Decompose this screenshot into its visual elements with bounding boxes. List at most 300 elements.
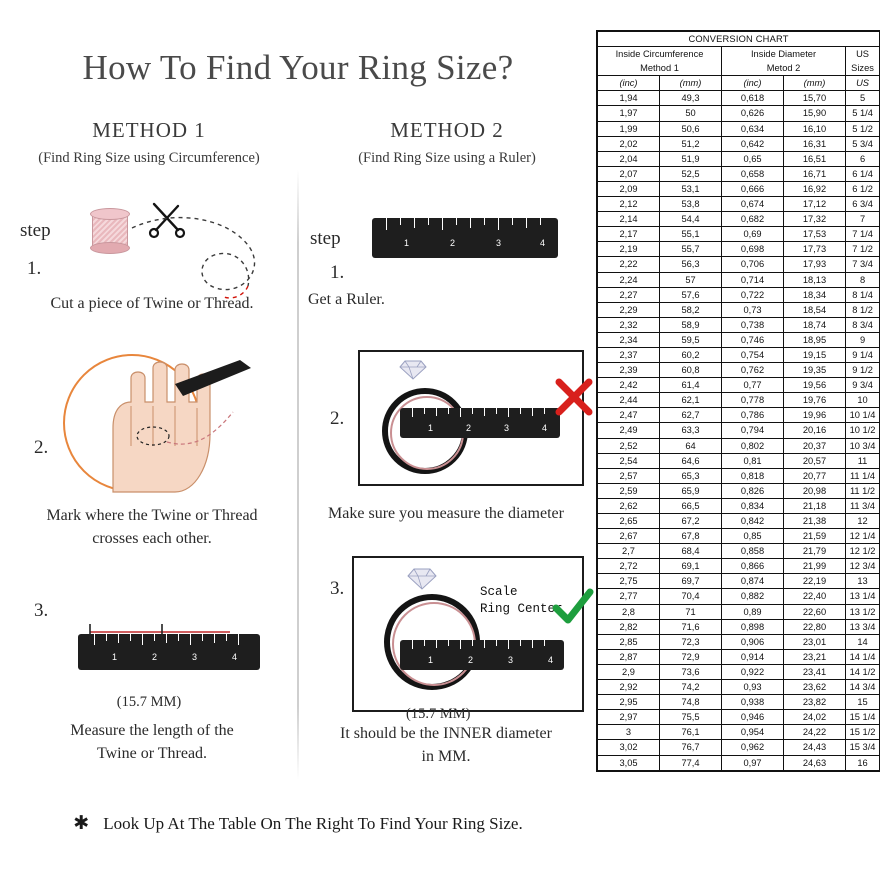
table-cell: 0,786 — [722, 408, 784, 423]
method-2-step-3-caption-text: It should be the INNER diameter in MM. — [340, 725, 552, 766]
table-cell: 60,8 — [660, 363, 722, 378]
table-cell: 49,3 — [660, 91, 722, 106]
table-cell: 10 3/4 — [846, 438, 880, 453]
table-cell: 2,97 — [598, 710, 660, 725]
table-cell: 9 1/4 — [846, 347, 880, 362]
table-cell: 2,59 — [598, 483, 660, 498]
table-cell: 0,626 — [722, 106, 784, 121]
table-cell: 15 1/2 — [846, 725, 880, 740]
table-cell: 53,1 — [660, 181, 722, 196]
table-cell: 0,618 — [722, 91, 784, 106]
table-cell: 2,09 — [598, 181, 660, 196]
ring-diameter-correct-card — [352, 556, 584, 712]
table-cell: 2,82 — [598, 619, 660, 634]
table-cell: 54,4 — [660, 212, 722, 227]
table-cell: 2,07 — [598, 166, 660, 181]
table-row — [598, 257, 880, 272]
table-cell: 10 1/4 — [846, 408, 880, 423]
ruler-illustration-step1 — [372, 218, 558, 258]
table-cell: 13 — [846, 574, 880, 589]
table-cell: 69,1 — [660, 559, 722, 574]
table-cell: 62,7 — [660, 408, 722, 423]
table-cell: 5 3/4 — [846, 136, 880, 151]
table-cell: 7 1/2 — [846, 242, 880, 257]
table-cell: 23,41 — [784, 664, 846, 679]
table-cell: 20,57 — [784, 453, 846, 468]
table-cell: 74,8 — [660, 695, 722, 710]
table-cell: 23,62 — [784, 680, 846, 695]
table-cell: 19,15 — [784, 347, 846, 362]
table-cell: 2,17 — [598, 227, 660, 242]
table-cell: 0,97 — [722, 755, 784, 770]
method-1-step-3-number: 3. — [34, 600, 49, 621]
table-row — [598, 106, 880, 121]
table-cell: 19,56 — [784, 378, 846, 393]
chart-title: CONVERSION CHART — [598, 32, 880, 47]
table-cell: 0,826 — [722, 483, 784, 498]
unit-inc-2: (inc) — [722, 76, 784, 91]
table-cell: 21,18 — [784, 498, 846, 513]
table-cell: 10 — [846, 393, 880, 408]
table-cell: 0,922 — [722, 664, 784, 679]
ruler-step1-num-1: 1 — [404, 238, 410, 248]
table-cell: 1,99 — [598, 121, 660, 136]
table-cell: 11 — [846, 453, 880, 468]
table-cell: 52,5 — [660, 166, 722, 181]
table-cell: 16,31 — [784, 136, 846, 151]
table-cell: 13 3/4 — [846, 619, 880, 634]
conversion-table-body — [598, 91, 880, 770]
table-cell: 21,38 — [784, 514, 846, 529]
table-cell: 12 1/2 — [846, 544, 880, 559]
conversion-chart — [596, 30, 880, 772]
table-cell: 2,19 — [598, 242, 660, 257]
table-row — [598, 574, 880, 589]
table-cell: 6 3/4 — [846, 197, 880, 212]
table-cell: 2,62 — [598, 498, 660, 513]
table-cell: 11 1/4 — [846, 468, 880, 483]
table-cell: 0,906 — [722, 634, 784, 649]
table-cell: 10 1/2 — [846, 423, 880, 438]
unit-mm-2: (mm) — [784, 76, 846, 91]
table-cell: 0,762 — [722, 363, 784, 378]
table-cell: 8 3/4 — [846, 317, 880, 332]
table-cell: 0,834 — [722, 498, 784, 513]
table-row — [598, 695, 880, 710]
table-cell: 2,47 — [598, 408, 660, 423]
method-2-step-1-number: 1. — [330, 262, 345, 283]
table-cell: 7 — [846, 212, 880, 227]
scale-ring-center-label: Scale Ring Center — [480, 585, 563, 616]
table-row — [598, 438, 880, 453]
table-row — [598, 181, 880, 196]
table-row — [598, 680, 880, 695]
table-cell: 18,95 — [784, 332, 846, 347]
table-cell: 50,6 — [660, 121, 722, 136]
table-cell: 16,92 — [784, 181, 846, 196]
table-row — [598, 529, 880, 544]
table-row — [598, 166, 880, 181]
table-cell: 22,40 — [784, 589, 846, 604]
table-cell: 0,666 — [722, 181, 784, 196]
table-row — [598, 212, 880, 227]
table-cell: 2,54 — [598, 453, 660, 468]
table-cell: 2,14 — [598, 212, 660, 227]
table-cell: 12 1/4 — [846, 529, 880, 544]
table-cell: 67,2 — [660, 514, 722, 529]
table-cell: 0,954 — [722, 725, 784, 740]
ruler-illustration-step3 — [400, 640, 564, 670]
thread-path-illustration — [120, 200, 295, 305]
table-cell: 0,754 — [722, 347, 784, 362]
ruler-illustration-step2 — [400, 408, 560, 438]
table-cell: 0,858 — [722, 544, 784, 559]
table-cell: 2,92 — [598, 680, 660, 695]
table-row — [598, 634, 880, 649]
table-cell: 13 1/2 — [846, 604, 880, 619]
table-cell: 0,85 — [722, 529, 784, 544]
table-cell: 0,658 — [722, 166, 784, 181]
table-cell: 67,8 — [660, 529, 722, 544]
table-cell: 16,51 — [784, 151, 846, 166]
table-cell: 2,75 — [598, 574, 660, 589]
table-cell: 22,19 — [784, 574, 846, 589]
method-2-step-3-note: (15.7 MM) — [406, 706, 471, 722]
table-cell: 5 1/2 — [846, 121, 880, 136]
table-cell: 76,7 — [660, 740, 722, 755]
table-cell: 75,5 — [660, 710, 722, 725]
ruler-step2-num-2: 2 — [466, 423, 472, 433]
method-2-step-word: step — [310, 228, 341, 249]
table-cell: 60,2 — [660, 347, 722, 362]
table-cell: 0,746 — [722, 332, 784, 347]
table-cell: 0,866 — [722, 559, 784, 574]
table-cell: 0,65 — [722, 151, 784, 166]
table-cell: 24,43 — [784, 740, 846, 755]
method-1-section — [0, 118, 298, 167]
table-cell: 16 — [846, 755, 880, 770]
table-row — [598, 302, 880, 317]
table-cell: 14 3/4 — [846, 680, 880, 695]
table-cell: 17,73 — [784, 242, 846, 257]
method-1-step-3-note: (15.7 MM) — [116, 694, 182, 710]
table-cell: 0,642 — [722, 136, 784, 151]
table-cell: 9 3/4 — [846, 378, 880, 393]
table-row — [598, 121, 880, 136]
table-cell: 77,4 — [660, 755, 722, 770]
table-cell: 0,898 — [722, 619, 784, 634]
table-row — [598, 498, 880, 513]
table-cell: 15,90 — [784, 106, 846, 121]
table-cell: 2,42 — [598, 378, 660, 393]
table-cell: 12 3/4 — [846, 559, 880, 574]
table-cell: 65,3 — [660, 468, 722, 483]
table-cell: 24,22 — [784, 725, 846, 740]
table-row — [598, 755, 880, 770]
table-cell: 63,3 — [660, 423, 722, 438]
asterisk-icon: ✱ — [73, 813, 90, 834]
table-row — [598, 317, 880, 332]
table-cell: 0,938 — [722, 695, 784, 710]
hand-illustration — [55, 350, 275, 495]
vertical-divider — [297, 170, 299, 780]
method-2-step-3-caption — [300, 722, 592, 768]
table-cell: 16,10 — [784, 121, 846, 136]
table-cell: 0,674 — [722, 197, 784, 212]
table-cell: 0,738 — [722, 317, 784, 332]
ruler-step3-num-1: 1 — [428, 655, 434, 665]
table-cell: 2,44 — [598, 393, 660, 408]
table-cell: 3 — [598, 725, 660, 740]
method-2-step-3-number: 3. — [330, 578, 345, 599]
table-cell: 2,87 — [598, 649, 660, 664]
table-title-row — [598, 32, 880, 47]
table-row — [598, 559, 880, 574]
table-cell: 53,8 — [660, 197, 722, 212]
method-1-step-2-caption-text: Mark where the Twine or Thread crosses each other. — [46, 507, 258, 548]
method-1-step-1-number: 1. — [27, 258, 42, 279]
ruler-step3-num-3: 3 — [508, 655, 514, 665]
method-2-heading: METHOD 2 — [390, 118, 504, 142]
table-cell: 2,85 — [598, 634, 660, 649]
table-cell: 64,6 — [660, 453, 722, 468]
table-cell: 0,69 — [722, 227, 784, 242]
unit-mm-1: (mm) — [660, 76, 722, 91]
table-cell: 55,1 — [660, 227, 722, 242]
table-cell: 2,77 — [598, 589, 660, 604]
table-cell: 18,54 — [784, 302, 846, 317]
ruler-step3-num-2: 2 — [468, 655, 474, 665]
method-1-step-1-caption: Cut a piece of Twine or Thread. — [50, 295, 254, 312]
table-row — [598, 151, 880, 166]
method-2-subheading: (Find Ring Size using a Ruler) — [358, 150, 536, 166]
table-cell: 19,76 — [784, 393, 846, 408]
table-cell: 51,9 — [660, 151, 722, 166]
table-cell: 0,882 — [722, 589, 784, 604]
table-cell: 20,77 — [784, 468, 846, 483]
unit-inc-1: (inc) — [598, 76, 660, 91]
table-row — [598, 710, 880, 725]
table-cell: 2,9 — [598, 664, 660, 679]
table-row — [598, 468, 880, 483]
table-cell: 12 — [846, 514, 880, 529]
page-title: How To Find Your Ring Size? — [82, 48, 514, 87]
table-cell: 8 1/2 — [846, 302, 880, 317]
ruler-step2-num-4: 4 — [542, 423, 548, 433]
table-cell: 17,93 — [784, 257, 846, 272]
table-cell: 2,67 — [598, 529, 660, 544]
table-cell: 19,35 — [784, 363, 846, 378]
table-cell: 2,04 — [598, 151, 660, 166]
table-cell: 1,97 — [598, 106, 660, 121]
table-cell: 15 1/4 — [846, 710, 880, 725]
table-cell: 0,874 — [722, 574, 784, 589]
table-cell: 2,57 — [598, 468, 660, 483]
ring-diameter-wrong-card — [358, 350, 584, 486]
table-row — [598, 287, 880, 302]
table-cell: 16,71 — [784, 166, 846, 181]
table-row — [598, 408, 880, 423]
table-cell: 2,37 — [598, 347, 660, 362]
table-cell: 11 3/4 — [846, 498, 880, 513]
method-2-step-2-number: 2. — [330, 408, 345, 429]
table-row — [598, 544, 880, 559]
table-cell: 0,962 — [722, 740, 784, 755]
cross-mark-icon — [552, 374, 596, 420]
table-row — [598, 649, 880, 664]
table-cell: 0,714 — [722, 272, 784, 287]
table-row — [598, 483, 880, 498]
table-cell: 17,12 — [784, 197, 846, 212]
table-cell: 0,73 — [722, 302, 784, 317]
conversion-table — [597, 31, 880, 771]
ruler-step1-num-4: 4 — [540, 238, 546, 248]
table-row — [598, 227, 880, 242]
table-cell: 0,722 — [722, 287, 784, 302]
table-cell: 2,39 — [598, 363, 660, 378]
table-cell: 2,72 — [598, 559, 660, 574]
method-1-heading: METHOD 1 — [92, 118, 206, 142]
thread-measure-line — [80, 620, 258, 640]
table-cell: 0,802 — [722, 438, 784, 453]
table-cell: 3,02 — [598, 740, 660, 755]
table-cell: 7 3/4 — [846, 257, 880, 272]
table-cell: 20,37 — [784, 438, 846, 453]
table-cell: 2,27 — [598, 287, 660, 302]
table-cell: 74,2 — [660, 680, 722, 695]
table-row — [598, 589, 880, 604]
table-cell: 0,842 — [722, 514, 784, 529]
method-2-step-2-caption: Make sure you measure the diameter — [328, 505, 564, 522]
table-cell: 0,914 — [722, 649, 784, 664]
table-cell: 0,682 — [722, 212, 784, 227]
method-1-step-3-caption-text: Measure the length of the Twine or Thread. — [70, 722, 234, 763]
table-cell: 58,2 — [660, 302, 722, 317]
table-cell: 15 3/4 — [846, 740, 880, 755]
table-cell: 2,49 — [598, 423, 660, 438]
table-cell: 0,794 — [722, 423, 784, 438]
table-cell: 22,60 — [784, 604, 846, 619]
table-cell: 55,7 — [660, 242, 722, 257]
table-cell: 6 1/2 — [846, 181, 880, 196]
table-cell: 68,4 — [660, 544, 722, 559]
table-cell: 2,29 — [598, 302, 660, 317]
table-row — [598, 664, 880, 679]
table-row — [598, 242, 880, 257]
method-1-subheading: (Find Ring Size using Circumference) — [38, 150, 260, 166]
table-cell: 14 1/2 — [846, 664, 880, 679]
table-row — [598, 514, 880, 529]
table-cell: 18,74 — [784, 317, 846, 332]
table-cell: 66,5 — [660, 498, 722, 513]
table-cell: 15,70 — [784, 91, 846, 106]
table-row — [598, 423, 880, 438]
table-cell: 1,94 — [598, 91, 660, 106]
ruler-small-num-4: 4 — [232, 652, 238, 662]
table-cell: 2,12 — [598, 197, 660, 212]
table-row — [598, 740, 880, 755]
table-cell: 18,34 — [784, 287, 846, 302]
group-header-circumference-text: Inside Circumference Method 1 — [615, 49, 704, 74]
table-cell: 50 — [660, 106, 722, 121]
table-row — [598, 453, 880, 468]
table-cell: 14 — [846, 634, 880, 649]
table-cell: 72,3 — [660, 634, 722, 649]
table-cell: 21,79 — [784, 544, 846, 559]
method-1-step-3-caption — [14, 719, 290, 765]
table-cell: 69,7 — [660, 574, 722, 589]
table-cell: 9 1/2 — [846, 363, 880, 378]
table-cell: 64 — [660, 438, 722, 453]
table-cell: 0,698 — [722, 242, 784, 257]
table-cell: 15 — [846, 695, 880, 710]
table-row — [598, 197, 880, 212]
table-cell: 0,77 — [722, 378, 784, 393]
table-group-header-row — [598, 47, 880, 76]
table-cell: 17,53 — [784, 227, 846, 242]
ruler-small-num-2: 2 — [152, 652, 158, 662]
method-2-section — [298, 118, 596, 167]
unit-us: US — [846, 76, 880, 91]
table-cell: 71 — [660, 604, 722, 619]
table-cell: 9 — [846, 332, 880, 347]
table-cell: 23,21 — [784, 649, 846, 664]
table-cell: 0,818 — [722, 468, 784, 483]
table-cell: 56,3 — [660, 257, 722, 272]
table-cell: 3,05 — [598, 755, 660, 770]
table-row — [598, 347, 880, 362]
table-cell: 76,1 — [660, 725, 722, 740]
method-1-step-2-number: 2. — [34, 437, 49, 458]
group-header-circumference — [598, 47, 722, 76]
table-cell: 57,6 — [660, 287, 722, 302]
table-cell: 21,99 — [784, 559, 846, 574]
table-cell: 2,32 — [598, 317, 660, 332]
method-2-step-1-caption: Get a Ruler. — [308, 291, 385, 308]
table-cell: 8 — [846, 272, 880, 287]
table-cell: 0,778 — [722, 393, 784, 408]
table-cell: 51,2 — [660, 136, 722, 151]
table-row — [598, 136, 880, 151]
method-1-step-word: step — [20, 220, 51, 241]
table-cell: 6 — [846, 151, 880, 166]
table-cell: 2,52 — [598, 438, 660, 453]
table-cell: 0,946 — [722, 710, 784, 725]
ruler-small-num-1: 1 — [112, 652, 118, 662]
table-cell: 18,13 — [784, 272, 846, 287]
group-header-us-sizes: US Sizes — [846, 47, 880, 76]
table-cell: 71,6 — [660, 619, 722, 634]
table-cell: 24,63 — [784, 755, 846, 770]
footnote — [0, 812, 596, 835]
table-cell: 61,4 — [660, 378, 722, 393]
table-cell: 23,82 — [784, 695, 846, 710]
table-cell: 70,4 — [660, 589, 722, 604]
table-cell: 2,34 — [598, 332, 660, 347]
table-cell: 2,65 — [598, 514, 660, 529]
table-cell: 21,59 — [784, 529, 846, 544]
table-cell: 22,80 — [784, 619, 846, 634]
check-mark-icon — [552, 588, 594, 628]
diamond-icon — [396, 358, 430, 382]
table-cell: 2,95 — [598, 695, 660, 710]
table-cell: 17,32 — [784, 212, 846, 227]
table-row — [598, 91, 880, 106]
table-cell: 2,24 — [598, 272, 660, 287]
table-cell: 59,5 — [660, 332, 722, 347]
table-cell: 58,9 — [660, 317, 722, 332]
ruler-small-num-3: 3 — [192, 652, 198, 662]
